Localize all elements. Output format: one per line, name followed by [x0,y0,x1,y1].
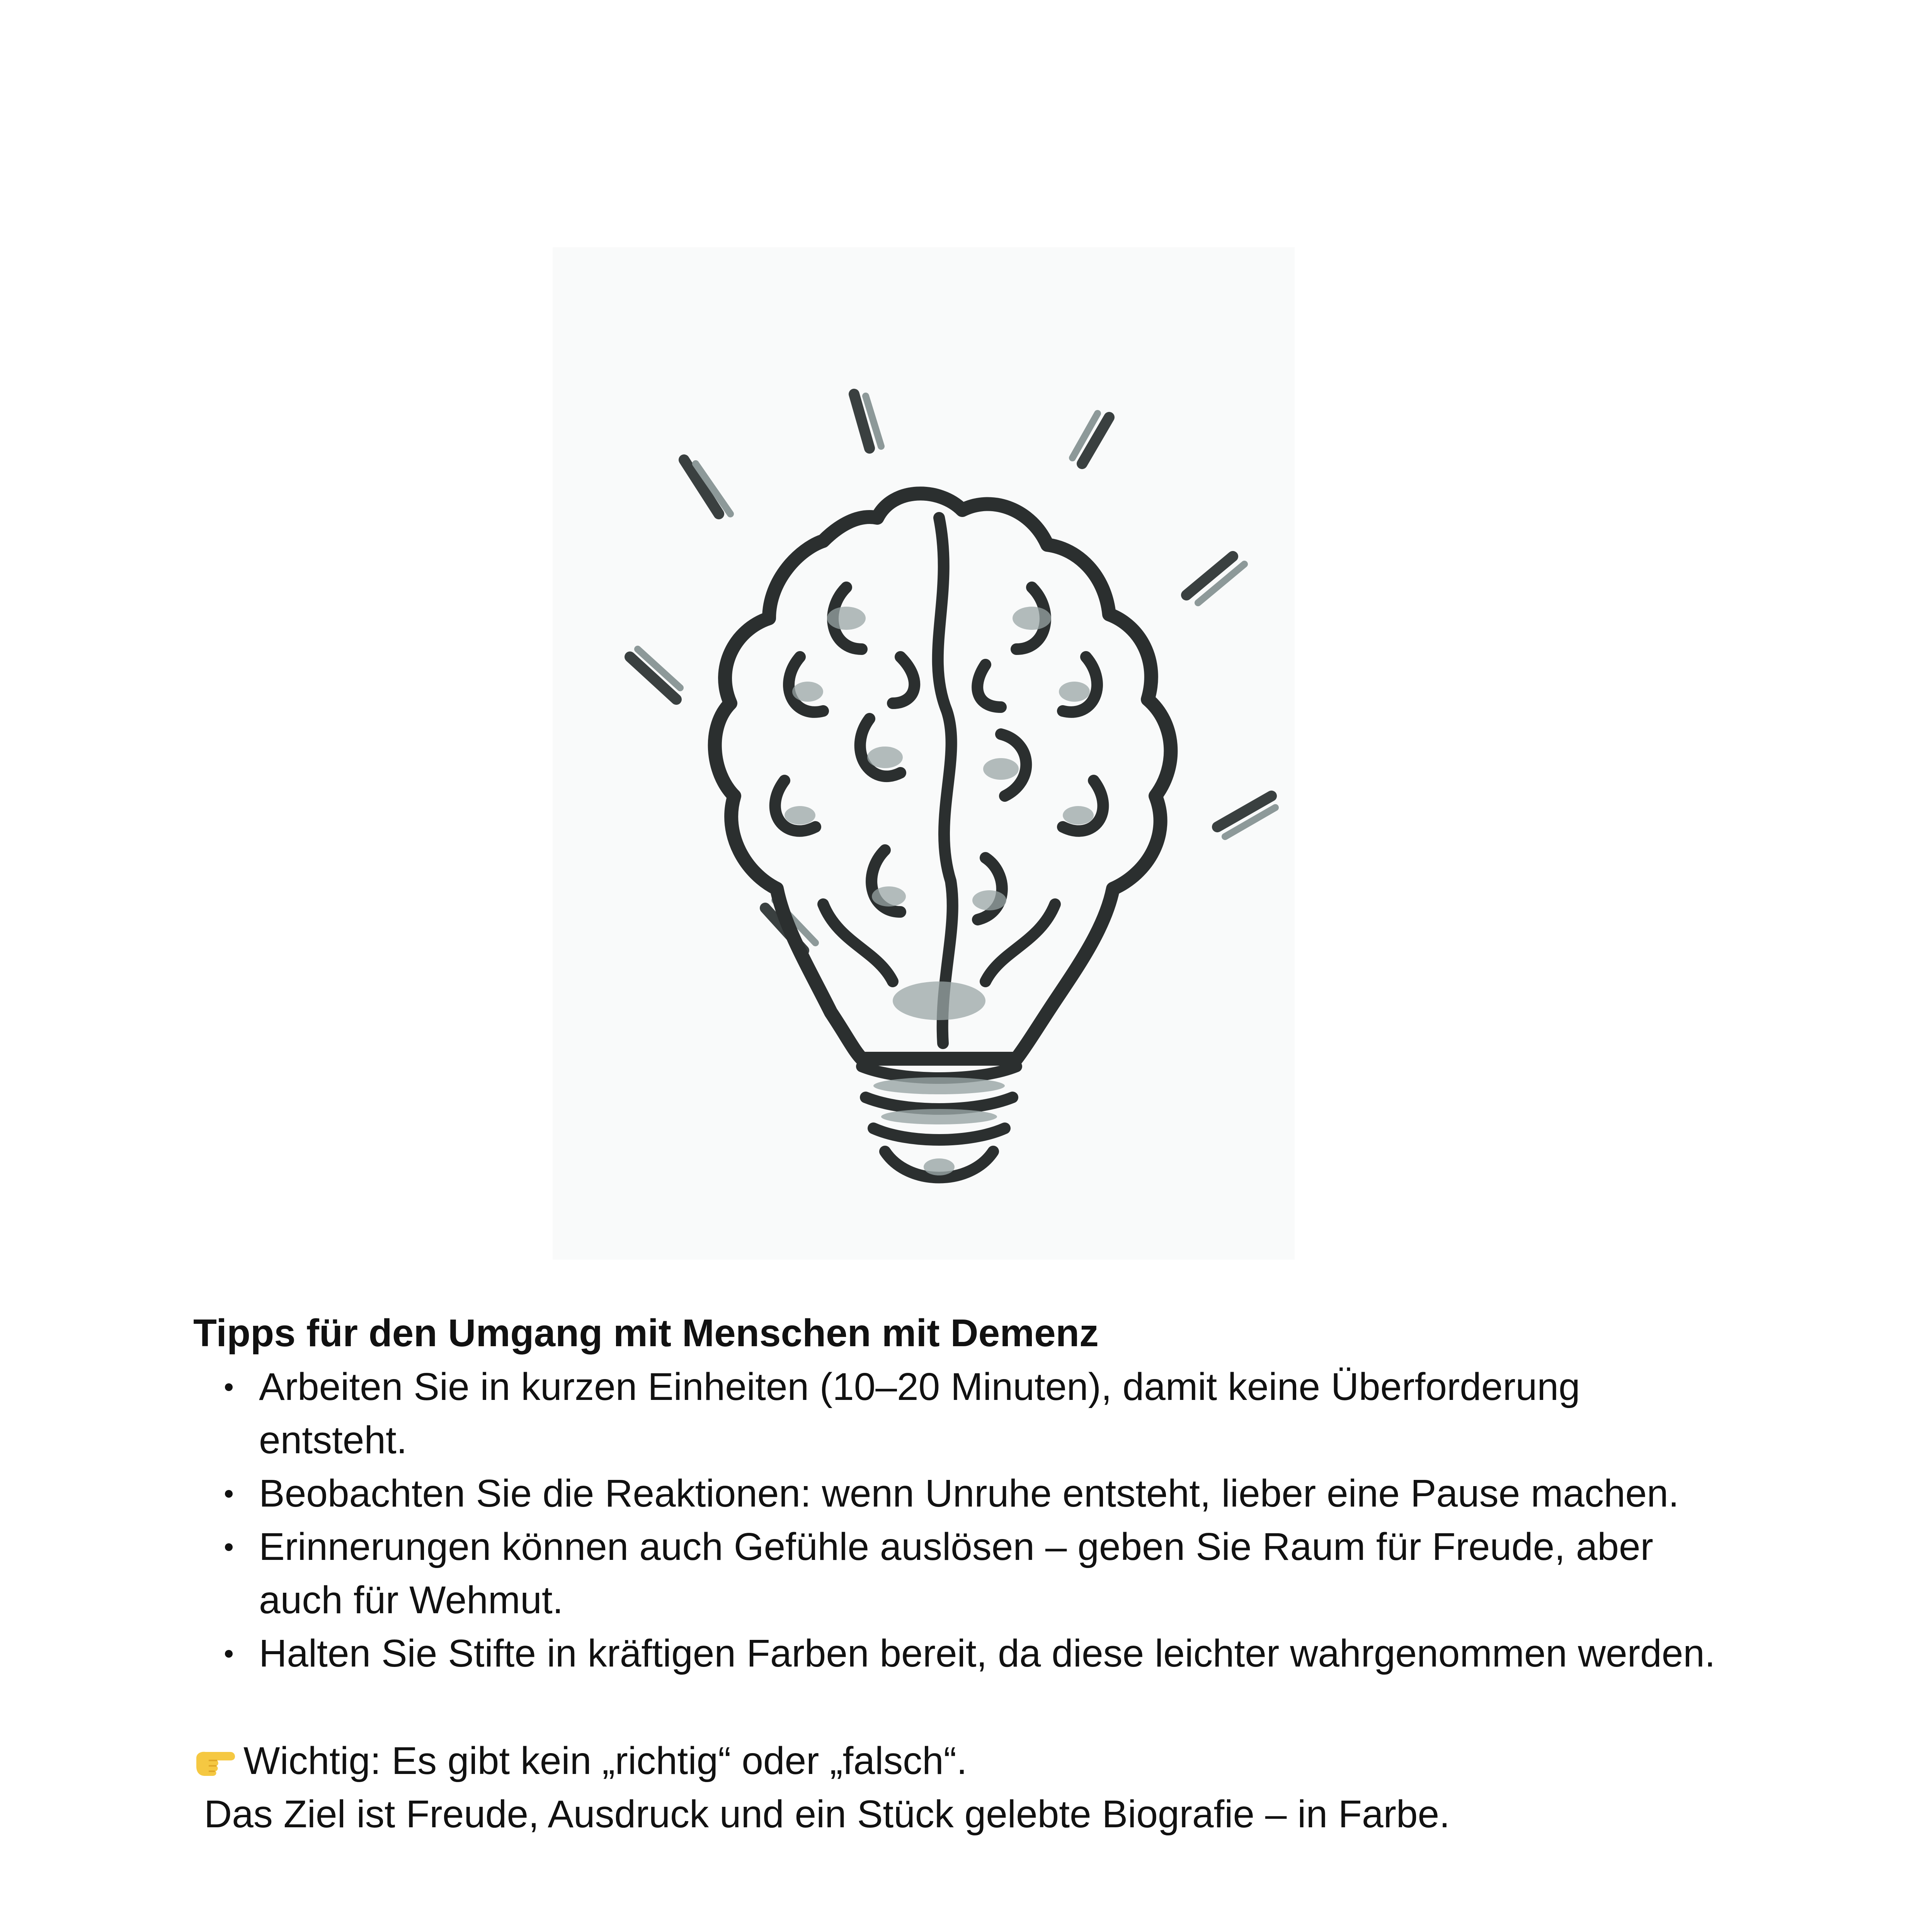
brain-lightbulb-icon [553,247,1295,1260]
note-line-1 [193,1734,1739,1787]
note-line-1-text: Wichtig: Es gibt kein „richtig“ oder „falsch“. [243,1739,967,1782]
tips-heading: Tipps für den Umgang mit Menschen mit Demenz [193,1311,1099,1355]
list-item: Beobachten Sie die Reaktionen: wenn Unruhe entsteht, lieber eine Pause machen. [259,1467,1739,1520]
list-item: Erinnerungen können auch Gefühle auslösen – geben Sie Raum für Freude, aber auch für Wehmut. [259,1520,1739,1627]
tips-list [193,1360,1739,1680]
tips-section [193,1306,1739,1841]
brain-lightbulb-illustration [553,247,1295,1260]
list-item: Arbeiten Sie in kurzen Einheiten (10–20 Minuten), damit keine Überforderung entsteht. [259,1360,1739,1467]
pointing-hand-icon [193,1742,236,1780]
list-item: Halten Sie Stifte in kräftigen Farben bereit, da diese leichter wahrgenommen werden. [259,1627,1739,1680]
important-note [193,1734,1739,1841]
note-line-2: Das Ziel ist Freude, Ausdruck und ein Stück gelebte Biografie – in Farbe. [204,1793,1450,1836]
